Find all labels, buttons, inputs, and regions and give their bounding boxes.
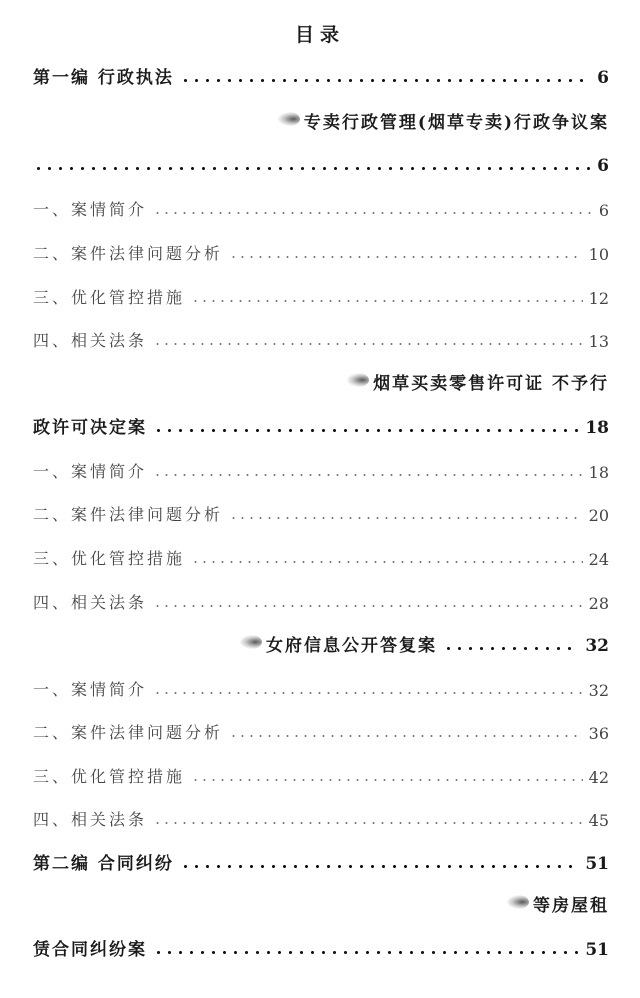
case2-heading-line2: 政许可决定案	[33, 418, 147, 438]
toc-entry-label: 一、案情简介	[33, 680, 148, 699]
case3-page: 32	[585, 636, 609, 656]
part2-label: 第二编 合同纠纷	[33, 854, 174, 874]
toc-entry-page: 28	[588, 594, 609, 613]
dot-leader	[153, 951, 579, 954]
toc-entry-case4[interactable]	[33, 932, 609, 960]
dot-leader	[229, 256, 583, 258]
dot-leader	[33, 167, 591, 170]
toc-entry-label: 三、优化管控措施	[33, 549, 186, 568]
toc-entry-page: 42	[588, 768, 609, 787]
case2-page: 18	[585, 418, 609, 438]
dot-leader	[180, 865, 579, 868]
toc-entry-part2[interactable]	[33, 846, 609, 874]
case4-page: 51	[585, 940, 609, 960]
dot-leader	[153, 343, 583, 345]
toc-entry[interactable]	[33, 323, 609, 351]
toc-entry-label: 二、案件法律问题分析	[33, 244, 224, 263]
case3-heading-text: 女府信息公开答复案	[266, 636, 437, 656]
toc-entry-page: 45	[588, 811, 609, 830]
dot-leader	[153, 605, 583, 607]
toc-entry[interactable]	[33, 192, 609, 220]
toc-entry-label: 一、案情简介	[33, 200, 148, 219]
case4-heading-line2: 赁合同纠纷案	[33, 940, 147, 960]
toc-entry[interactable]	[33, 759, 609, 787]
dot-leader	[191, 779, 583, 781]
toc-entry-label: 四、相关法条	[33, 331, 148, 350]
toc-entry-page: 24	[588, 550, 609, 569]
toc-entry-page: 10	[588, 245, 609, 264]
toc-entry-label: 二、案件法律问题分析	[33, 723, 224, 742]
dot-leader	[229, 735, 583, 737]
dot-leader	[191, 561, 583, 563]
toc-entry[interactable]	[33, 497, 609, 525]
toc-entry-label: 四、相关法条	[33, 810, 148, 829]
case2-heading-text: 烟草买卖零售许可证 不予行	[373, 374, 609, 394]
redaction-smudge	[347, 373, 369, 387]
dot-leader	[443, 647, 579, 650]
toc-entry-part1[interactable]	[33, 60, 609, 88]
dot-leader	[153, 212, 593, 214]
redaction-smudge	[278, 112, 300, 126]
case1-heading-text: 专卖行政管理(烟草专卖)行政争议案	[303, 113, 609, 133]
toc-entry[interactable]	[33, 672, 609, 700]
dot-leader	[191, 300, 583, 302]
case4-heading[interactable]	[507, 888, 609, 916]
toc-entry-case2[interactable]	[33, 410, 609, 438]
case1-heading[interactable]	[278, 105, 609, 133]
toc-entry-label: 三、优化管控措施	[33, 767, 186, 786]
toc-entry-label: 四、相关法条	[33, 593, 148, 612]
part1-label: 第一编 行政执法	[33, 68, 174, 88]
toc-entry-page: 13	[588, 332, 609, 351]
dot-leader	[180, 79, 591, 82]
dot-leader	[153, 822, 583, 824]
case2-heading[interactable]	[347, 366, 609, 394]
toc-entry[interactable]	[33, 236, 609, 264]
toc-entry[interactable]	[33, 802, 609, 830]
toc-entry-case1-leader[interactable]	[33, 148, 609, 176]
dot-leader	[153, 474, 583, 476]
toc-entry-page: 12	[588, 289, 609, 308]
case4-heading-text: 等房屋租	[533, 896, 609, 916]
toc-entry-page: 6	[598, 201, 609, 220]
toc-entry-label: 一、案情简介	[33, 462, 148, 481]
redaction-smudge	[240, 635, 262, 649]
toc-title: 目录	[294, 24, 345, 46]
part1-page: 6	[597, 68, 609, 88]
toc-entry[interactable]	[33, 585, 609, 613]
toc-entry-page: 32	[588, 681, 609, 700]
toc-entry-page: 20	[588, 506, 609, 525]
dot-leader	[229, 517, 583, 519]
part2-page: 51	[585, 854, 609, 874]
dot-leader	[153, 692, 583, 694]
toc-entry-label: 三、优化管控措施	[33, 288, 186, 307]
redaction-smudge	[507, 895, 529, 909]
toc-entry[interactable]	[33, 454, 609, 482]
toc-entry[interactable]	[33, 280, 609, 308]
toc-entry-page: 36	[588, 724, 609, 743]
toc-entry-label: 二、案件法律问题分析	[33, 505, 224, 524]
case1-page: 6	[597, 156, 609, 176]
toc-entry-page: 18	[588, 463, 609, 482]
toc-entry[interactable]	[33, 541, 609, 569]
toc-entry[interactable]	[33, 715, 609, 743]
dot-leader	[153, 429, 579, 432]
toc-entry-case3[interactable]	[240, 628, 609, 656]
